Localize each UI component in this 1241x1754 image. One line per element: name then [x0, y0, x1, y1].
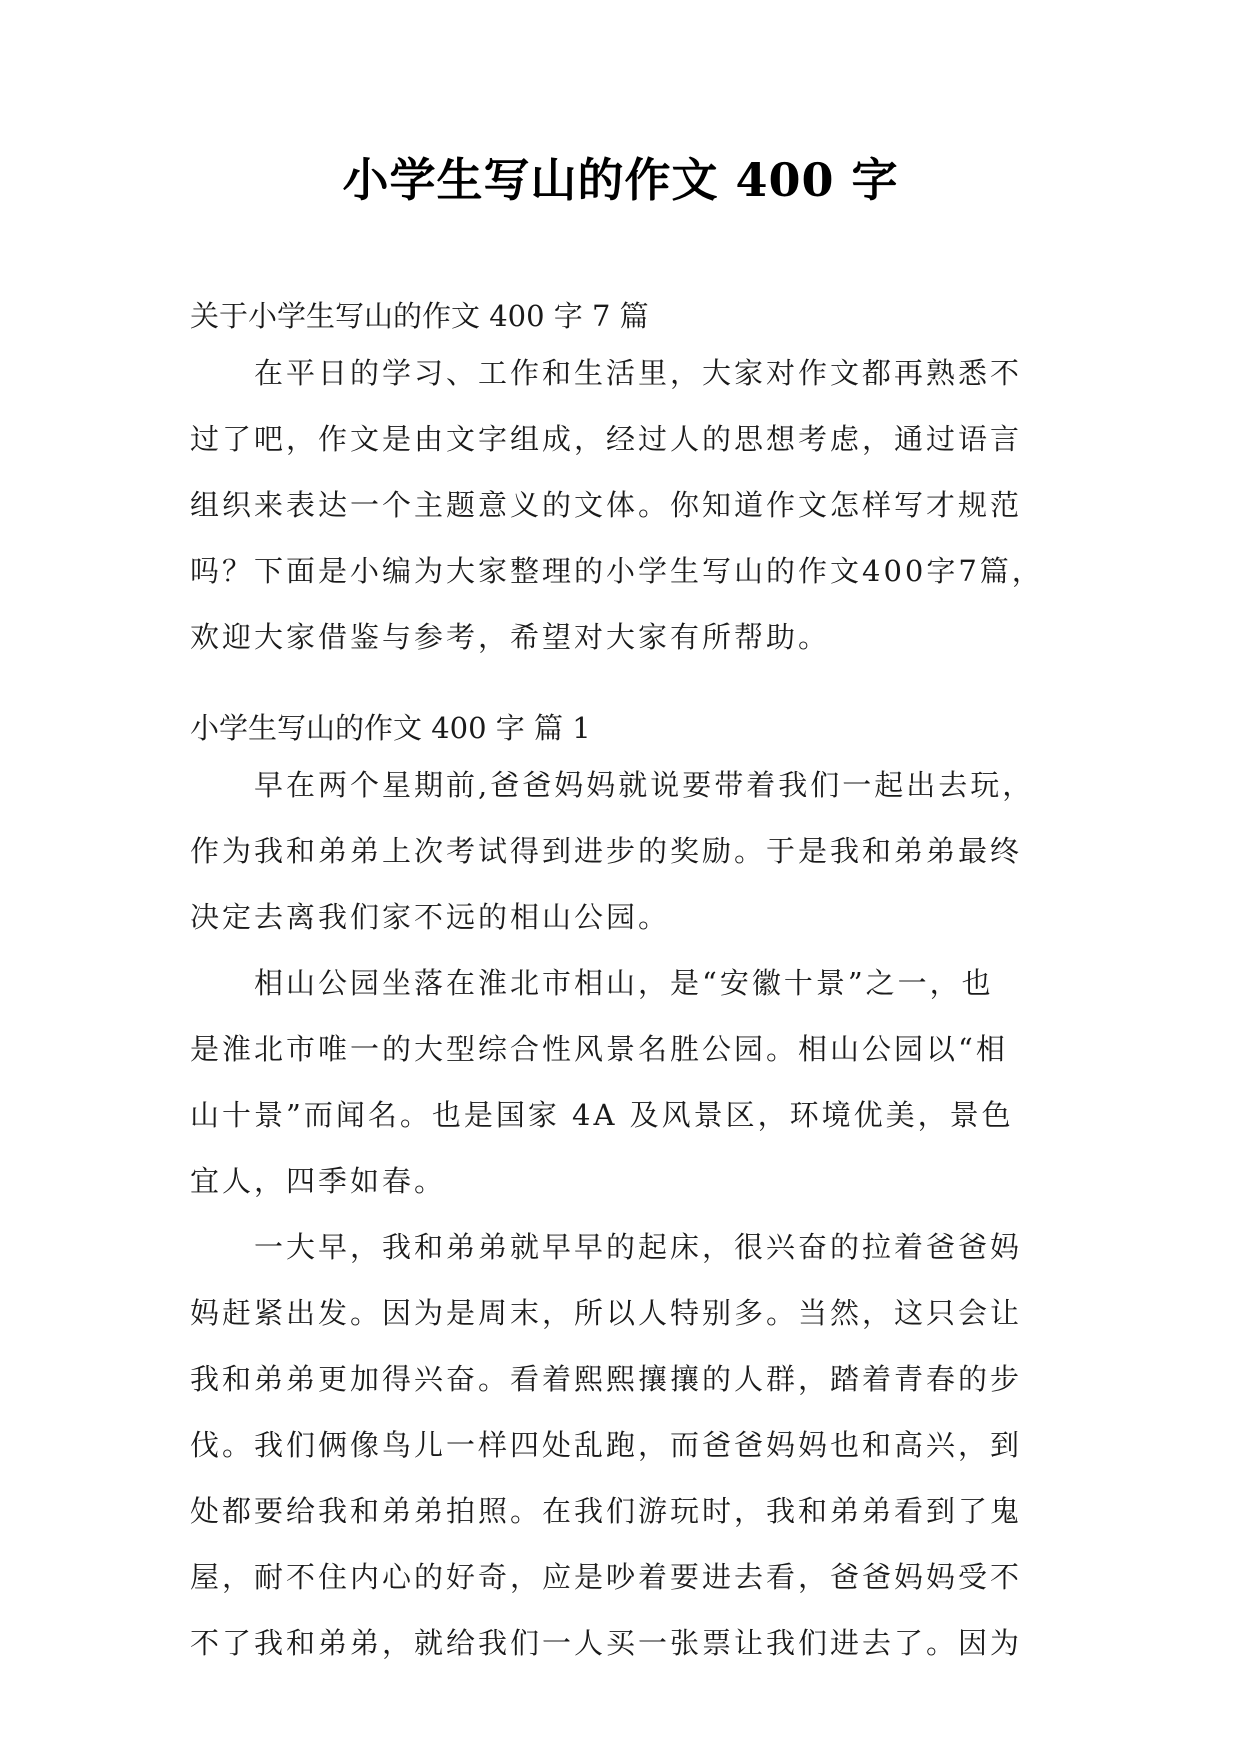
section1-paragraph-2 [190, 950, 1060, 1214]
paragraph-line: 屋，耐不住内心的好奇，应是吵着要进去看，爸爸妈妈受不 [190, 1560, 1023, 1594]
paragraph-line: 吗？下面是小编为大家整理的小学生写山的作文400字7篇， [190, 554, 1044, 588]
document-subtitle: 关于小学生写山的作文 400 字 7 篇 [190, 299, 649, 333]
section1-paragraph-1 [190, 752, 1060, 950]
paragraph-line: 伐。我们俩像鸟儿一样四处乱跑，而爸爸妈妈也和高兴，到 [190, 1428, 1023, 1462]
paragraph-line: 早在两个星期前,爸爸妈妈就说要带着我们一起出去玩， [190, 768, 1035, 802]
paragraph-line: 决定去离我们家不远的相山公园。 [190, 900, 671, 934]
paragraph-line: 宜人，四季如春。 [190, 1164, 447, 1198]
paragraph-line: 是淮北市唯一的大型综合性风景名胜公园。相山公园以“相 [190, 1032, 1008, 1066]
paragraph-line: 一大早，我和弟弟就早早的起床，很兴奋的拉着爸爸妈 [190, 1230, 1023, 1264]
document-title: 小学生写山的作文 400 字 [342, 153, 899, 207]
intro-paragraph [190, 340, 1060, 670]
paragraph-line: 我和弟弟更加得兴奋。看着熙熙攘攘的人群，踏着青春的步 [190, 1362, 1023, 1396]
paragraph-line: 组织来表达一个主题意义的文体。你知道作文怎样写才规范 [190, 488, 1023, 522]
paragraph-line: 山十景”而闻名。也是国家 4A 及风景区，环境优美，景色 [190, 1098, 1014, 1132]
paragraph-line: 相山公园坐落在淮北市相山，是“安徽十景”之一，也 [190, 966, 994, 1000]
paragraph-line: 在平日的学习、工作和生活里，大家对作文都再熟悉不 [190, 356, 1023, 390]
paragraph-line: 过了吧，作文是由文字组成，经过人的思想考虑，通过语言 [190, 422, 1023, 456]
section1-paragraph-3 [190, 1214, 1060, 1676]
paragraph-line: 妈赶紧出发。因为是周末，所以人特别多。当然，这只会让 [190, 1296, 1023, 1330]
section-heading: 小学生写山的作文 400 字 篇 1 [190, 711, 591, 745]
paragraph-line: 作为我和弟弟上次考试得到进步的奖励。于是我和弟弟最终 [190, 834, 1023, 868]
paragraph-line: 欢迎大家借鉴与参考，希望对大家有所帮助。 [190, 620, 831, 654]
paragraph-line: 不了我和弟弟，就给我们一人买一张票让我们进去了。因为 [190, 1626, 1023, 1660]
paragraph-line: 处都要给我和弟弟拍照。在我们游玩时，我和弟弟看到了鬼 [190, 1494, 1023, 1528]
